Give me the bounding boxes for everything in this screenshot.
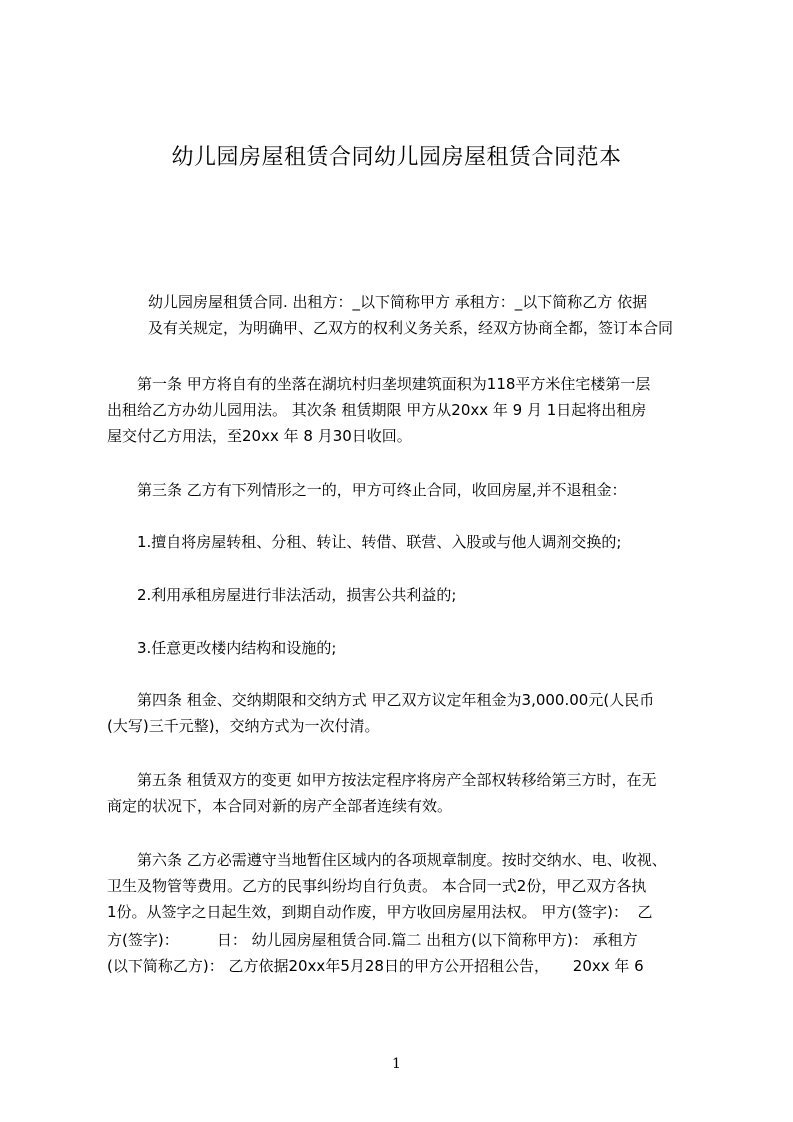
paragraph-line: (以下简称乙方)： 乙方依据20xx年5月28日的甲方公开招租公告， 20xx 年 6 xyxy=(107,957,644,975)
paragraph-line: 卫生及物管等费用。乙方的民事纠纷均自行负责。 本合同一式2份，甲乙双方各执 xyxy=(107,877,647,895)
page-number: 1 xyxy=(392,1056,401,1072)
paragraph-line: 第五条 租赁双方的变更 如甲方按法定程序将房产全部权转移给第三方时，在无 xyxy=(137,771,657,789)
paragraph-line: (大写)三千元整)，交纳方式为一次付清。 xyxy=(107,717,380,735)
paragraph-line: 第六条 乙方必需遵守当地暂住区域内的各项规章制度。按时交纳水、电、收视、 xyxy=(137,851,667,869)
list-item: 1.擅自将房屋转租、分租、转让、转借、联营、入股或与他人调剂交换的; xyxy=(137,533,622,551)
list-item: 3.任意更改楼内结构和设施的; xyxy=(137,639,337,657)
paragraph-line: 1份。从签字之日起生效，到期自动作废，甲方收回房屋用法权。 甲方(签字)： 乙 xyxy=(107,903,653,921)
paragraph-line: 出租给乙方办幼儿园用法。 其次条 租赁期限 甲方从20xx 年 9 月 1日起将出租房 xyxy=(107,401,647,419)
paragraph-line: 第一条 甲方将自有的坐落在湖坑村归垄坝建筑面积为118平方米住宅楼第一层 xyxy=(137,375,651,393)
list-item: 2.利用承租房屋进行非法活动，损害公共利益的; xyxy=(137,586,457,604)
paragraph-line: 及有关规定，为明确甲、乙双方的权利义务关系，经双方协商全都，签订本合同 xyxy=(148,319,674,337)
paragraph-line: 幼儿园房屋租赁合同. 出租方：_以下简称甲方 承租方：_以下简称乙方 依据 xyxy=(148,293,648,311)
document-title: 幼儿园房屋租赁合同幼儿园房屋租赁合同范本 xyxy=(171,145,622,170)
paragraph-line: 屋交付乙方用法，至20xx 年 8 月30日收回。 xyxy=(107,427,412,445)
paragraph-line: 第四条 租金、交纳期限和交纳方式 甲乙双方议定年租金为3,000.00元(人民币 xyxy=(137,691,655,709)
paragraph-line: 第三条 乙方有下列情形之一的，甲方可终止合同，收回房屋,并不退租金： xyxy=(137,481,627,499)
paragraph-line: 方(签字)： 日： 幼儿园房屋租赁合同.篇二 出租方(以下简称甲方)： 承租方 xyxy=(107,931,638,949)
paragraph-line: 商定的状况下，本合同对新的房产全部者连续有效。 xyxy=(107,797,453,815)
